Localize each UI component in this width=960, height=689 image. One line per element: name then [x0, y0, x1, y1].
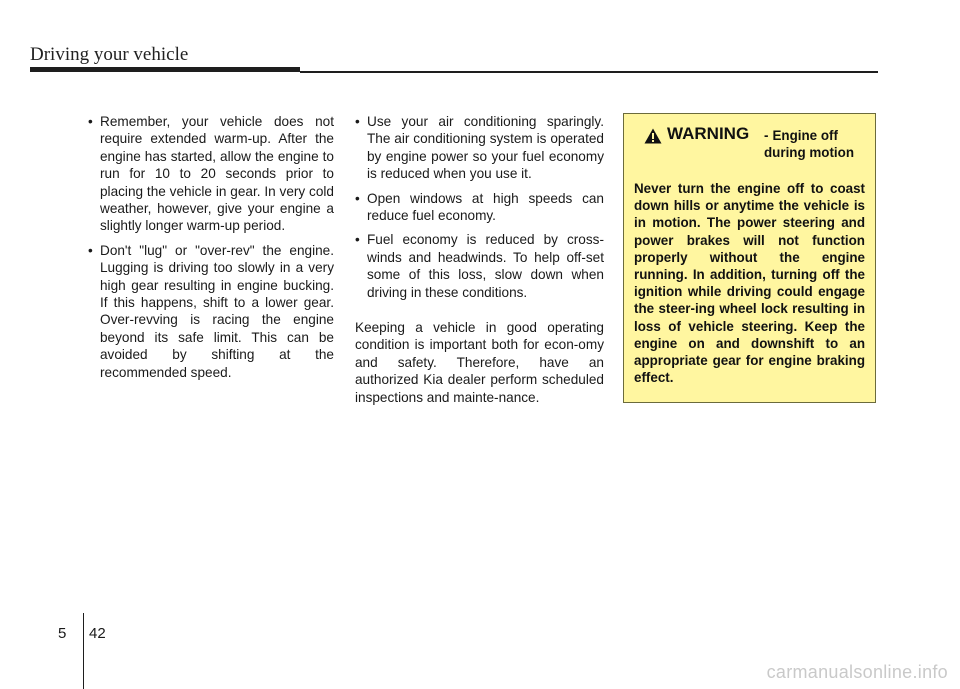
- bullet-dot-icon: •: [88, 242, 93, 258]
- footer-divider: [83, 613, 84, 689]
- left-column: [88, 113, 334, 388]
- warning-triangle-icon: [644, 128, 662, 144]
- page-number: 42: [89, 625, 106, 642]
- middle-bullet-list: [355, 113, 604, 301]
- chapter-number: 5: [58, 625, 67, 642]
- middle-column: [355, 113, 604, 406]
- warning-text: Never turn the engine off to coast down hills or anytime the vehicle is in motion. The power steering and power brakes will not function properly without the engine running. In addition, turning off the ignition while driving could engage the steer-ing wheel lock resulting in loss of vehicle steering. Keep the engine on and downshift to an appropriate gear for engine braking effect.: [634, 181, 865, 386]
- watermark-text: carmanualsonline.info: [766, 662, 948, 682]
- list-item: [355, 113, 604, 183]
- bullet-text: Open windows at high speeds can reduce fuel economy.: [367, 190, 604, 224]
- left-bullet-list: [88, 113, 334, 381]
- warning-title-text: Engine off during motion: [764, 128, 854, 160]
- page-header-title: Driving your vehicle: [30, 44, 189, 65]
- list-item: [88, 242, 334, 381]
- maintenance-paragraph: Keeping a vehicle in good operating condition is important both for econ-omy and safety. Therefore, have an authorized Kia dealer perform scheduled inspections and mainte-nance.: [355, 320, 604, 405]
- bullet-dot-icon: •: [88, 114, 93, 129]
- list-item: [355, 231, 604, 301]
- header-rule-thick: [30, 67, 300, 72]
- bullet-dot-icon: •: [355, 232, 360, 248]
- bullet-text: Use your air conditioning sparingly. The air conditioning system is operated by engine power so your fuel economy is reduced when you use it.: [367, 114, 604, 182]
- bullet-dot-icon: •: [355, 190, 360, 206]
- list-item: [88, 113, 334, 235]
- warning-title: [764, 128, 874, 161]
- bullet-dot-icon: •: [355, 114, 360, 129]
- warning-header: [634, 124, 865, 174]
- warning-label: WARNING: [667, 124, 750, 143]
- warning-box: [623, 113, 876, 403]
- list-item: [355, 190, 604, 225]
- bullet-text: Fuel economy is reduced by cross-winds and headwinds. To help off-set some of this loss, slow down when driving in these conditions.: [367, 232, 604, 300]
- warning-dash: -: [764, 128, 769, 143]
- header-rule-thin: [300, 71, 878, 73]
- bullet-text: Don't "lug" or "over-rev" the engine. Lugging is driving too slowly in a very high gear resulting in engine bucking. If this happens, shift to a lower gear. Over-revving is racing the engine beyond its safe limit. This can be avoided by shifting at the recommended speed.: [100, 242, 334, 380]
- bullet-text: Remember, your vehicle does not require extended warm-up. After the engine has started, allow the engine to run for 10 to 20 seconds prior to placing the vehicle in gear. In very cold weather, however, give your engine a slightly longer warm-up period.: [100, 114, 334, 234]
